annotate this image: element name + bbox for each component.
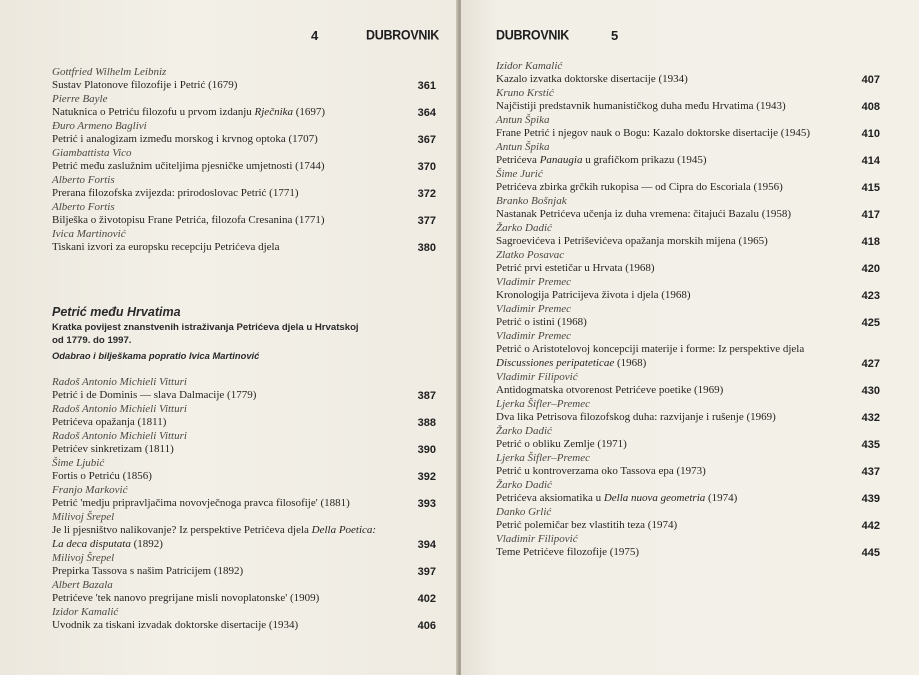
entry-page-number: 408 xyxy=(861,101,880,113)
entry-author: Vladimir Premec xyxy=(496,330,572,342)
toc-entry xyxy=(52,174,436,201)
entry-title: Petrić prvi estetičar u Hrvata (1968) xyxy=(496,262,655,275)
entry-title: Najčistiji predstavnik humanističkog duha među Hrvatima (1943) xyxy=(496,100,786,113)
entry-title: Je li pjesništvo nalikovanje? Iz perspektive Petrićeva djela Della Poetica: La deca disputata (1892) xyxy=(52,524,377,550)
entry-page-number: 390 xyxy=(417,444,436,456)
entry-page-number: 377 xyxy=(417,215,436,227)
toc-entry xyxy=(496,479,878,506)
entry-author: Pierre Bayle xyxy=(52,93,108,105)
entry-title: Dva lika Petrisova filozofskog duha: razvijanje i rušenje (1969) xyxy=(496,411,776,423)
entry-author: Branko Bošnjak xyxy=(496,195,567,207)
left-page xyxy=(0,0,458,675)
entry-title: Kazalo izvatka doktorske disertacije (1934) xyxy=(496,73,688,86)
toc-entry xyxy=(52,93,436,120)
entry-author: Radoš Antonio Michieli Vitturi xyxy=(52,430,187,442)
toc-entry xyxy=(496,425,878,452)
toc-entry xyxy=(496,452,878,479)
entry-page-number: 407 xyxy=(861,74,880,86)
toc-entry xyxy=(496,195,878,222)
entry-author: Izidor Kamalić xyxy=(496,60,563,72)
entry-title: Antidogmatska otvorenost Petrićeve poetike (1969) xyxy=(496,384,724,396)
entry-author: Šime Jurić xyxy=(496,168,543,180)
entry-author: Radoš Antonio Michieli Vitturi xyxy=(52,403,187,415)
entry-page-number: 367 xyxy=(417,134,436,146)
entry-page-number: 388 xyxy=(417,417,436,429)
entry-title: Sagroevićeva i Petriševićeva opažanja morskih mijena (1965) xyxy=(496,235,768,248)
entry-author: Danko Grlić xyxy=(496,505,552,518)
entry-title: Petrićeve 'tek nanovo pregrijane misli novoplatonske' (1909) xyxy=(52,592,320,604)
entry-page-number: 442 xyxy=(861,519,880,532)
entry-page-number: 420 xyxy=(861,263,880,275)
section-title: Petrić među Hrvatima xyxy=(52,305,181,319)
entry-page-number: 372 xyxy=(417,188,436,200)
toc-entry xyxy=(496,330,878,371)
entry-title: Petrićev sinkretizam (1811) xyxy=(52,443,174,456)
left-page-header xyxy=(0,28,458,50)
toc-entry xyxy=(52,66,436,93)
toc-entry xyxy=(52,120,436,147)
entry-title: Petrić o Aristotelovoj koncepciji materije i forme: Iz perspektive djela Discussiones peripateticae (1968) xyxy=(496,343,805,369)
entry-title: Petrić u kontroverzama oko Tassova epa (1973) xyxy=(496,465,706,477)
running-head: DUBROVNIK xyxy=(366,27,439,43)
entry-page-number: 432 xyxy=(861,411,880,424)
entry-author: Vladimir Filipović xyxy=(496,370,578,383)
entry-title: Prepirka Tassova s našim Patricijem (1892) xyxy=(52,565,244,577)
entry-title: Nastanak Petrićeva učenja iz duha vremena: čitajući Bazalu (1958) xyxy=(496,208,792,221)
entry-page-number: 387 xyxy=(417,390,436,402)
entry-author: Ljerka Šifler–Premec xyxy=(496,397,590,410)
entry-page-number: 410 xyxy=(861,128,880,140)
entry-author: Ljerka Šifler–Premec xyxy=(496,451,590,464)
entry-author: Milivoj Šrepel xyxy=(52,551,115,564)
entry-author: Vladimir Premec xyxy=(496,276,572,288)
toc-entry xyxy=(496,303,878,330)
entry-author: Kruno Krstić xyxy=(496,87,554,99)
entry-author: Đuro Armeno Baglivi xyxy=(52,120,147,132)
running-head: DUBROVNIK xyxy=(496,27,569,43)
entry-author: Alberto Fortis xyxy=(52,174,115,186)
entry-author: Žarko Dadić xyxy=(496,222,552,234)
entry-title: Petrić među zaslužnim učiteljima pjesničke umjetnosti (1744) xyxy=(52,160,325,173)
page-number: 5 xyxy=(611,28,619,43)
toc-entry xyxy=(52,579,436,606)
toc-list xyxy=(52,66,436,255)
entry-title: Petrić i de Dominis — slava Dalmacije (1779) xyxy=(52,389,257,402)
entry-page-number: 439 xyxy=(861,492,880,505)
entry-title: Tiskani izvori za europsku recepciju Petrićeva djela xyxy=(52,241,280,254)
toc-entry xyxy=(52,457,436,484)
entry-title: Natuknica o Petriću filozofu u prvom izdanju Rječnika (1697) xyxy=(52,106,326,119)
entry-author: Ivica Martinović xyxy=(52,228,126,240)
entry-page-number: 437 xyxy=(861,465,880,478)
entry-title: Petrićeva opažanja (1811) xyxy=(52,416,167,429)
toc-entry xyxy=(52,511,436,552)
entry-page-number: 435 xyxy=(861,438,880,451)
entry-author: Alberto Fortis xyxy=(52,201,115,213)
toc-entry xyxy=(52,201,436,228)
entry-page-number: 397 xyxy=(417,565,436,578)
toc-entry xyxy=(496,114,878,141)
toc-entry xyxy=(496,222,878,249)
section-heading xyxy=(52,305,442,362)
entry-title: Petrić i analogizam između morskog i krvnog optoka (1707) xyxy=(52,133,318,146)
entry-title: Petrić polemičar bez vlastitih teza (1974) xyxy=(496,519,678,531)
toc-entry xyxy=(52,484,436,511)
entry-page-number: 414 xyxy=(861,155,880,167)
entry-title: Petrićeva aksiomatika u Della nuova geometria (1974) xyxy=(496,492,738,504)
toc-entry xyxy=(496,371,878,398)
entry-author: Šime Ljubić xyxy=(52,457,105,469)
toc-list xyxy=(52,376,436,633)
entry-title: Frane Petrić i njegov nauk o Bogu: Kazalo doktorske disertacije (1945) xyxy=(496,127,811,140)
section-editor: Odabrao i bilješkama popratio Ivica Martinović xyxy=(52,350,260,361)
entry-author: Vladimir Premec xyxy=(496,303,572,315)
entry-author: Zlatko Posavac xyxy=(496,249,565,261)
toc-entry xyxy=(52,376,436,403)
entry-page-number: 370 xyxy=(417,161,436,173)
toc-entry xyxy=(496,249,878,276)
entry-page-number: 425 xyxy=(861,317,880,329)
entry-title: Bilješka o životopisu Frane Petrića, filozofa Cresanina (1771) xyxy=(52,214,325,227)
entry-author: Antun Špika xyxy=(496,114,550,126)
toc-entry xyxy=(52,403,436,430)
toc-entry xyxy=(496,506,878,533)
right-page-header xyxy=(461,28,919,50)
entry-author: Radoš Antonio Michieli Vitturi xyxy=(52,376,187,388)
entry-title: Petrićeva zbirka grčkih rukopisa — od Cipra do Escoriala (1956) xyxy=(496,181,783,194)
entry-title: Petrićeva Panaugia u grafičkom prikazu (1945) xyxy=(496,154,707,167)
right-page xyxy=(461,0,919,675)
toc-entry xyxy=(52,147,436,174)
entry-page-number: 402 xyxy=(417,592,436,605)
toc-list xyxy=(496,60,878,560)
page-number: 4 xyxy=(311,28,319,43)
section-subtitle: Kratka povijest znanstvenih istraživanja Petrićeva djela u Hrvatskoj xyxy=(52,322,359,333)
entry-page-number: 394 xyxy=(417,538,436,551)
entry-author: Antun Špika xyxy=(496,141,550,153)
entry-page-number: 393 xyxy=(417,498,436,510)
entry-title: Petrić o obliku Zemlje (1971) xyxy=(496,438,627,450)
entry-title: Prerana filozofska zvijezda: prirodoslovac Petrić (1771) xyxy=(52,187,299,200)
toc-entry xyxy=(496,276,878,303)
section-subtitle-dates: od 1779. do 1997. xyxy=(52,335,132,346)
toc-entry xyxy=(496,60,878,87)
entry-title: Fortis o Petriću (1856) xyxy=(52,470,152,483)
entry-page-number: 445 xyxy=(861,546,880,559)
entry-author: Žarko Dadić xyxy=(496,424,552,437)
entry-author: Vladimir Filipović xyxy=(496,532,578,545)
toc-entry xyxy=(52,228,436,255)
entry-author: Franjo Marković xyxy=(52,484,128,496)
toc-entry xyxy=(496,398,878,425)
entry-author: Žarko Dadić xyxy=(496,478,552,491)
entry-author: Giambattista Vico xyxy=(52,147,132,159)
entry-page-number: 430 xyxy=(861,384,880,397)
entry-title: Petrić 'medju pripravljačima novovječnoga pravca filosofije' (1881) xyxy=(52,497,350,510)
entry-title: Kronologija Patricijeva života i djela (1968) xyxy=(496,289,691,302)
toc-entry xyxy=(52,606,436,633)
toc-entry xyxy=(496,87,878,114)
entry-author: Milivoj Šrepel xyxy=(52,511,115,523)
entry-title: Uvodnik za tiskani izvadak doktorske disertacije (1934) xyxy=(52,619,299,631)
entry-author: Gottfried Wilhelm Leibniz xyxy=(52,66,167,78)
entry-author: Izidor Kamalić xyxy=(52,605,119,618)
entry-page-number: 423 xyxy=(861,290,880,302)
entry-page-number: 417 xyxy=(861,209,880,221)
entry-page-number: 406 xyxy=(417,619,436,632)
entry-page-number: 427 xyxy=(861,357,880,370)
entry-page-number: 364 xyxy=(417,107,436,119)
toc-entry xyxy=(52,430,436,457)
entry-author: Albert Bazala xyxy=(52,578,113,591)
entry-page-number: 361 xyxy=(417,80,436,92)
toc-entry xyxy=(496,168,878,195)
entry-title: Petrić o istini (1968) xyxy=(496,316,587,329)
entry-page-number: 392 xyxy=(417,471,436,483)
toc-entry xyxy=(52,552,436,579)
entry-page-number: 415 xyxy=(861,182,880,194)
entry-title: Teme Petrićeve filozofije (1975) xyxy=(496,546,640,558)
toc-entry xyxy=(496,533,878,560)
entry-page-number: 380 xyxy=(417,242,436,254)
entry-page-number: 418 xyxy=(861,236,880,248)
entry-title: Sustav Platonove filozofije i Petrić (1679) xyxy=(52,79,238,92)
toc-entry xyxy=(496,141,878,168)
